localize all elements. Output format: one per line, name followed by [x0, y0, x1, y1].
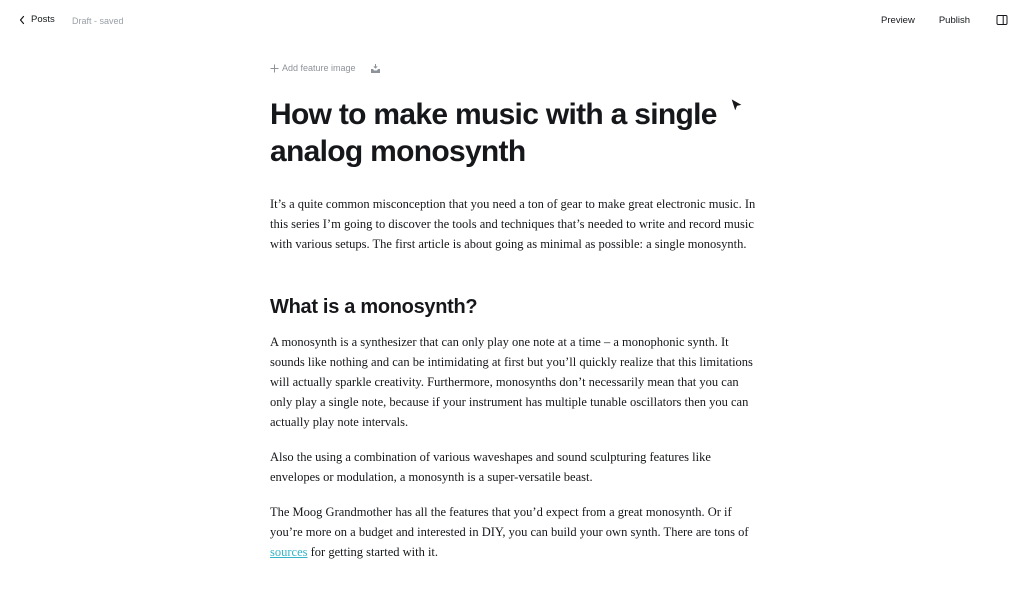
topbar-actions	[881, 14, 1008, 26]
publish-button[interactable]: Publish	[938, 14, 970, 26]
sidebar-toggle-icon[interactable]	[996, 14, 1008, 26]
post-editor	[270, 60, 760, 562]
mouse-pointer-icon	[729, 97, 745, 115]
add-feature-image-button[interactable]	[270, 63, 356, 73]
paragraph-moog-grandmother[interactable]	[270, 502, 760, 562]
paragraph-waveshapes[interactable]: Also the using a combination of various waveshapes and sound sculpturing features like envelopes or modulation, a monosynth is a super-versatile beast.	[270, 450, 711, 484]
p4-text-before: The Moog Grandmother has all the features that you’d expect from a great monosynth. Or if you’re more on a budget and interested in DIY, you can build your own synth. There are tons of	[270, 505, 749, 539]
sources-link[interactable]: sources	[270, 545, 308, 559]
image-snippet-icon[interactable]	[370, 63, 381, 74]
paragraph-intro[interactable]: It’s a quite common misconception that you need a ton of gear to make great electronic music. In this series I’m going to discover the tools and techniques that’s needed to write and record music with various setups. The first article is about going as minimal as possible: a single monosynth.	[270, 197, 756, 251]
add-feature-image-label: Add feature image	[282, 63, 356, 73]
feature-image-row	[270, 60, 760, 76]
plus-icon	[270, 64, 279, 73]
paragraph-monosynth-definition[interactable]: A monosynth is a synthesizer that can only play one note at a time – a monophonic synth. It sounds like nothing and can be intimidating at first but you’ll quickly realize that this limitations will actually sparkle creativity. Furthermore, monosynths don’t necessarily mean that you can only play a single note, because if your instrument has multiple tunable oscillators then you can actually play note intervals.	[270, 335, 753, 429]
post-title[interactable]	[270, 96, 740, 170]
back-label: Posts	[31, 14, 55, 25]
section-heading[interactable]: What is a monosynth?	[270, 296, 478, 318]
back-to-posts-link[interactable]	[18, 14, 55, 25]
editor-topbar	[0, 0, 1024, 44]
chevron-left-icon	[18, 15, 26, 25]
preview-button[interactable]: Preview	[881, 14, 915, 26]
p4-text-after: for getting started with it.	[307, 545, 439, 559]
post-title-line-1: How to make music with a single	[270, 98, 717, 131]
save-status: Draft - saved	[72, 16, 124, 26]
post-title-line-2: analog monosynth	[270, 135, 526, 168]
